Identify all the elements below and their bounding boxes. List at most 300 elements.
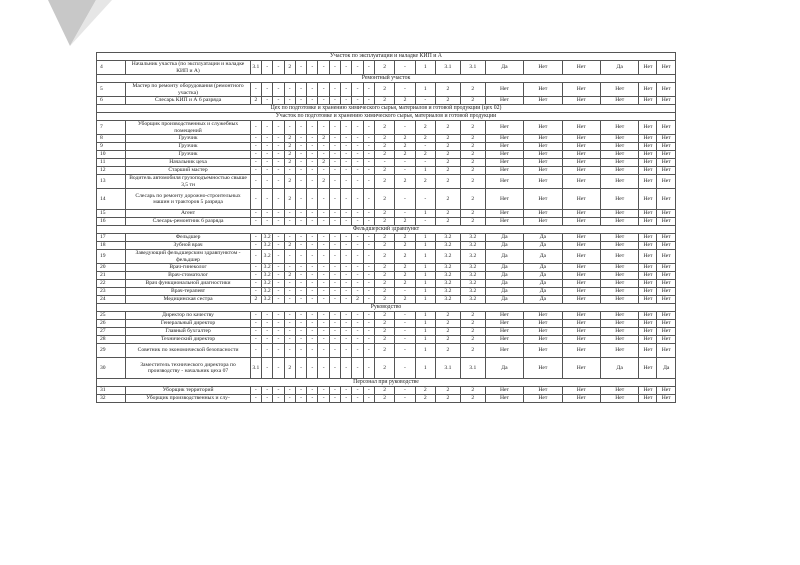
value-cell: -	[363, 242, 374, 250]
value-cell: -	[250, 328, 261, 336]
value-cell: 2	[436, 121, 461, 135]
value-cell: -	[363, 97, 374, 105]
value-cell: 2	[460, 312, 485, 320]
value-cell: 2	[395, 151, 415, 159]
value-cell: -	[329, 234, 340, 242]
value-cell: Нет	[639, 387, 657, 395]
value-cell: -	[415, 159, 435, 167]
value-cell: -	[250, 320, 261, 328]
value-cell: Да	[485, 234, 523, 242]
value-cell: -	[341, 135, 352, 143]
value-cell: -	[273, 328, 284, 336]
value-cell: -	[250, 175, 261, 189]
value-cell: Нет	[657, 344, 676, 358]
value-cell: Нет	[639, 83, 657, 97]
table-row	[97, 250, 676, 264]
value-cell: Нет	[600, 264, 638, 272]
value-cell: -	[341, 151, 352, 159]
value-cell: 2	[374, 395, 394, 403]
value-cell: Нет	[639, 143, 657, 151]
value-cell: 2	[460, 320, 485, 328]
value-cell: 2	[460, 218, 485, 226]
value-cell: -	[250, 250, 261, 264]
row-number: 29	[97, 344, 126, 358]
value-cell: -	[307, 61, 318, 75]
value-cell: -	[284, 280, 295, 288]
value-cell: Да	[485, 242, 523, 250]
value-cell: Нет	[657, 242, 676, 250]
value-cell: -	[307, 218, 318, 226]
row-number: 10	[97, 151, 126, 159]
value-cell: Нет	[657, 312, 676, 320]
value-cell: -	[352, 264, 363, 272]
value-cell: 2	[460, 151, 485, 159]
value-cell: 2	[460, 159, 485, 167]
value-cell: 3.2	[460, 264, 485, 272]
row-number: 4	[97, 61, 126, 75]
value-cell: -	[329, 272, 340, 280]
section-heading: Цех по подготовке и хранению химического сырья, материалов и готовой продукции (цех 02)	[97, 105, 676, 113]
value-cell: Нет	[657, 143, 676, 151]
value-cell: -	[363, 61, 374, 75]
value-cell: 2	[436, 151, 461, 159]
value-cell: Нет	[485, 328, 523, 336]
section-heading: Участок по эксплуатации и наладке КИП и А	[97, 53, 676, 61]
value-cell: 1	[415, 83, 435, 97]
value-cell: -	[318, 234, 329, 242]
table-row	[97, 61, 676, 75]
value-cell: Нет	[657, 336, 676, 344]
value-cell: Нет	[657, 175, 676, 189]
section-heading: Руководство	[97, 304, 676, 312]
value-cell: 2	[374, 264, 394, 272]
value-cell: Да	[524, 288, 562, 296]
value-cell: -	[250, 272, 261, 280]
value-cell: -	[284, 288, 295, 296]
value-cell: 2	[250, 296, 261, 304]
value-cell: Нет	[657, 280, 676, 288]
value-cell: Нет	[485, 167, 523, 175]
value-cell: -	[352, 189, 363, 210]
value-cell: 2	[436, 218, 461, 226]
value-cell: Нет	[639, 61, 657, 75]
value-cell: -	[352, 97, 363, 105]
value-cell: -	[395, 167, 415, 175]
value-cell: -	[341, 97, 352, 105]
value-cell: 2	[284, 242, 295, 250]
value-cell: -	[352, 218, 363, 226]
value-cell: Нет	[600, 336, 638, 344]
value-cell: 2	[395, 242, 415, 250]
value-cell: -	[307, 151, 318, 159]
value-cell: 1	[415, 61, 435, 75]
table-row	[97, 395, 676, 403]
position-name: Водитель автомобиля грузоподъемностью свыше 3,5 тн	[126, 175, 250, 189]
value-cell: -	[352, 143, 363, 151]
position-name: Директор по качеству	[126, 312, 250, 320]
value-cell: -	[329, 242, 340, 250]
value-cell: -	[318, 121, 329, 135]
value-cell: -	[250, 135, 261, 143]
value-cell: Нет	[600, 242, 638, 250]
value-cell: Нет	[600, 288, 638, 296]
value-cell: 3.2	[262, 234, 273, 242]
value-cell: Нет	[524, 395, 562, 403]
value-cell: Нет	[562, 328, 600, 336]
value-cell: Нет	[562, 336, 600, 344]
value-cell: Нет	[524, 167, 562, 175]
value-cell: 3.2	[436, 242, 461, 250]
value-cell: -	[273, 97, 284, 105]
value-cell: -	[329, 328, 340, 336]
position-name: Советник по экономической безопасности	[126, 344, 250, 358]
value-cell: 1	[415, 288, 435, 296]
value-cell: Нет	[524, 218, 562, 226]
value-cell: Нет	[485, 159, 523, 167]
position-name: Уборщик производственных и служебных помещений	[126, 121, 250, 135]
value-cell: -	[341, 242, 352, 250]
value-cell: Нет	[639, 296, 657, 304]
value-cell: Нет	[562, 210, 600, 218]
value-cell: Нет	[562, 61, 600, 75]
value-cell: -	[284, 312, 295, 320]
value-cell: -	[341, 189, 352, 210]
value-cell: Нет	[639, 151, 657, 159]
value-cell: 2	[436, 143, 461, 151]
value-cell: Нет	[562, 358, 600, 379]
table-row	[97, 296, 676, 304]
value-cell: Нет	[562, 97, 600, 105]
value-cell: -	[329, 167, 340, 175]
value-cell: -	[250, 336, 261, 344]
value-cell: 3.2	[460, 250, 485, 264]
value-cell: 3.1	[436, 61, 461, 75]
value-cell: -	[352, 358, 363, 379]
value-cell: -	[341, 328, 352, 336]
value-cell: -	[363, 312, 374, 320]
value-cell: -	[352, 288, 363, 296]
value-cell: -	[250, 344, 261, 358]
value-cell: 2	[415, 395, 435, 403]
value-cell: 2	[374, 167, 394, 175]
value-cell: -	[341, 264, 352, 272]
value-cell: -	[318, 218, 329, 226]
value-cell: -	[284, 167, 295, 175]
value-cell: -	[395, 336, 415, 344]
value-cell: 2	[460, 143, 485, 151]
value-cell: -	[318, 83, 329, 97]
value-cell: Нет	[639, 167, 657, 175]
value-cell: -	[307, 395, 318, 403]
table-row	[97, 83, 676, 97]
value-cell: -	[307, 210, 318, 218]
value-cell: Нет	[524, 143, 562, 151]
value-cell: Нет	[639, 218, 657, 226]
value-cell: Нет	[639, 189, 657, 210]
value-cell: -	[341, 121, 352, 135]
value-cell: -	[352, 387, 363, 395]
value-cell: -	[273, 167, 284, 175]
value-cell: -	[395, 312, 415, 320]
value-cell: -	[352, 167, 363, 175]
value-cell: -	[307, 358, 318, 379]
value-cell: Нет	[600, 296, 638, 304]
value-cell: 3.1	[250, 358, 261, 379]
value-cell: -	[284, 336, 295, 344]
value-cell: Да	[485, 250, 523, 264]
table-row	[97, 288, 676, 296]
section-heading: Участок по подготовке и хранению химического сырья, материалов и готовой продукции	[97, 113, 676, 121]
position-name: Уборщик производственных и слу-	[126, 395, 250, 403]
value-cell: Нет	[524, 387, 562, 395]
value-cell: 1	[415, 242, 435, 250]
value-cell: 2	[460, 167, 485, 175]
value-cell: -	[352, 159, 363, 167]
value-cell: -	[250, 189, 261, 210]
value-cell: 3.2	[262, 242, 273, 250]
position-name: Начальник цеха	[126, 159, 250, 167]
value-cell: -	[341, 167, 352, 175]
value-cell: 2	[395, 264, 415, 272]
value-cell: -	[329, 175, 340, 189]
value-cell: -	[341, 336, 352, 344]
value-cell: Нет	[562, 159, 600, 167]
value-cell: 2	[395, 272, 415, 280]
value-cell: -	[341, 272, 352, 280]
value-cell: Нет	[562, 151, 600, 159]
value-cell: Нет	[562, 167, 600, 175]
value-cell: Нет	[600, 189, 638, 210]
value-cell: -	[363, 167, 374, 175]
value-cell: -	[273, 344, 284, 358]
value-cell: 2	[374, 97, 394, 105]
value-cell: Нет	[562, 280, 600, 288]
value-cell: 2	[436, 387, 461, 395]
value-cell: Нет	[639, 242, 657, 250]
value-cell: 3.2	[460, 288, 485, 296]
value-cell: -	[250, 83, 261, 97]
value-cell: 2	[395, 97, 415, 105]
value-cell: 2	[436, 167, 461, 175]
value-cell: 2	[374, 242, 394, 250]
value-cell: Нет	[562, 242, 600, 250]
value-cell: Да	[485, 280, 523, 288]
position-name: Врач-гинеколог	[126, 264, 250, 272]
value-cell: -	[318, 189, 329, 210]
value-cell: -	[363, 210, 374, 218]
table-row	[97, 320, 676, 328]
row-number: 9	[97, 143, 126, 151]
value-cell: -	[273, 159, 284, 167]
value-cell: -	[363, 83, 374, 97]
value-cell: Нет	[524, 336, 562, 344]
value-cell: Нет	[524, 328, 562, 336]
value-cell: 2	[460, 83, 485, 97]
value-cell: Нет	[639, 159, 657, 167]
value-cell: -	[341, 234, 352, 242]
row-number: 19	[97, 250, 126, 264]
value-cell: 3.2	[262, 272, 273, 280]
position-name: Фельдшер	[126, 234, 250, 242]
value-cell: 2	[374, 210, 394, 218]
table-row	[97, 143, 676, 151]
value-cell: Нет	[657, 61, 676, 75]
position-name: Заместитель технического директора по производству - начальник цеха 07	[126, 358, 250, 379]
value-cell: -	[295, 234, 306, 242]
value-cell: -	[273, 387, 284, 395]
value-cell: Нет	[562, 344, 600, 358]
value-cell: Нет	[562, 387, 600, 395]
value-cell: -	[295, 320, 306, 328]
table-row	[97, 189, 676, 210]
value-cell: -	[262, 189, 273, 210]
position-name: Агент	[126, 210, 250, 218]
value-cell: 3.2	[436, 264, 461, 272]
value-cell: Нет	[562, 320, 600, 328]
value-cell: 2	[284, 272, 295, 280]
value-cell: Да	[524, 234, 562, 242]
value-cell: -	[329, 159, 340, 167]
value-cell: -	[295, 135, 306, 143]
value-cell: 1	[415, 320, 435, 328]
value-cell: -	[250, 234, 261, 242]
value-cell: 2	[374, 288, 394, 296]
assessment-table	[96, 52, 676, 403]
value-cell: -	[329, 121, 340, 135]
value-cell: Нет	[639, 234, 657, 242]
value-cell: -	[318, 288, 329, 296]
value-cell: -	[341, 218, 352, 226]
value-cell: Нет	[657, 210, 676, 218]
value-cell: Нет	[657, 218, 676, 226]
value-cell: 2	[395, 234, 415, 242]
value-cell: 2	[395, 175, 415, 189]
value-cell: Нет	[562, 83, 600, 97]
value-cell: -	[363, 328, 374, 336]
value-cell: -	[307, 121, 318, 135]
value-cell: Да	[524, 264, 562, 272]
value-cell: 3.1	[436, 358, 461, 379]
value-cell: 2	[250, 97, 261, 105]
value-cell: 2	[436, 312, 461, 320]
value-cell: -	[250, 280, 261, 288]
value-cell: 2	[374, 312, 394, 320]
value-cell: 3.1	[460, 61, 485, 75]
value-cell: -	[395, 387, 415, 395]
section-heading-row	[97, 113, 676, 121]
value-cell: Нет	[524, 135, 562, 143]
value-cell: 2	[460, 189, 485, 210]
value-cell: -	[329, 218, 340, 226]
table-row	[97, 328, 676, 336]
value-cell: -	[273, 336, 284, 344]
value-cell: -	[329, 320, 340, 328]
section-heading: Ремонтный участок	[97, 75, 676, 83]
position-name: Заведующий фельдшерским здравпунктом - фельдшер	[126, 250, 250, 264]
table-row	[97, 344, 676, 358]
row-number: 15	[97, 210, 126, 218]
value-cell: -	[295, 336, 306, 344]
value-cell: -	[318, 143, 329, 151]
value-cell: Нет	[639, 264, 657, 272]
value-cell: -	[318, 280, 329, 288]
value-cell: 2	[395, 143, 415, 151]
value-cell: 2	[374, 143, 394, 151]
value-cell: -	[352, 234, 363, 242]
value-cell: -	[307, 175, 318, 189]
value-cell: 2	[318, 175, 329, 189]
value-cell: -	[295, 312, 306, 320]
value-cell: Нет	[562, 296, 600, 304]
value-cell: -	[295, 83, 306, 97]
value-cell: -	[352, 242, 363, 250]
value-cell: -	[318, 242, 329, 250]
value-cell: -	[352, 280, 363, 288]
table-row	[97, 175, 676, 189]
value-cell: 2	[460, 336, 485, 344]
value-cell: -	[318, 328, 329, 336]
value-cell: Нет	[562, 234, 600, 242]
value-cell: Нет	[657, 234, 676, 242]
value-cell: Нет	[600, 387, 638, 395]
value-cell: -	[329, 387, 340, 395]
position-name: Старший мастер	[126, 167, 250, 175]
value-cell: 2	[284, 143, 295, 151]
value-cell: -	[329, 250, 340, 264]
value-cell: 2	[374, 83, 394, 97]
value-cell: Да	[600, 358, 638, 379]
value-cell: Нет	[600, 250, 638, 264]
table-row	[97, 272, 676, 280]
value-cell: -	[329, 143, 340, 151]
value-cell: 3.2	[460, 234, 485, 242]
value-cell: -	[262, 159, 273, 167]
value-cell: -	[329, 296, 340, 304]
row-number: 7	[97, 121, 126, 135]
value-cell: -	[395, 328, 415, 336]
position-name: Слесарь по ремонту дорожно-строительных машин и тракторов 5 разряда	[126, 189, 250, 210]
value-cell: -	[395, 344, 415, 358]
value-cell: -	[273, 288, 284, 296]
value-cell: 2	[460, 395, 485, 403]
value-cell: Нет	[485, 344, 523, 358]
value-cell: -	[307, 242, 318, 250]
value-cell: Нет	[600, 210, 638, 218]
value-cell: 2	[318, 135, 329, 143]
value-cell: Нет	[600, 218, 638, 226]
row-number: 6	[97, 97, 126, 105]
value-cell: Нет	[524, 97, 562, 105]
value-cell: -	[273, 296, 284, 304]
value-cell: -	[273, 250, 284, 264]
value-cell: 3.2	[262, 250, 273, 264]
value-cell: 2	[374, 328, 394, 336]
value-cell: -	[318, 387, 329, 395]
value-cell: -	[307, 280, 318, 288]
value-cell: 2	[374, 387, 394, 395]
value-cell: 3.2	[262, 264, 273, 272]
value-cell: Да	[485, 358, 523, 379]
value-cell: Нет	[657, 320, 676, 328]
value-cell: -	[307, 189, 318, 210]
value-cell: 2	[415, 151, 435, 159]
value-cell: -	[395, 83, 415, 97]
value-cell: -	[352, 121, 363, 135]
scanned-document-page	[96, 52, 676, 403]
value-cell: 2	[374, 344, 394, 358]
value-cell: 2	[374, 151, 394, 159]
value-cell: -	[273, 210, 284, 218]
